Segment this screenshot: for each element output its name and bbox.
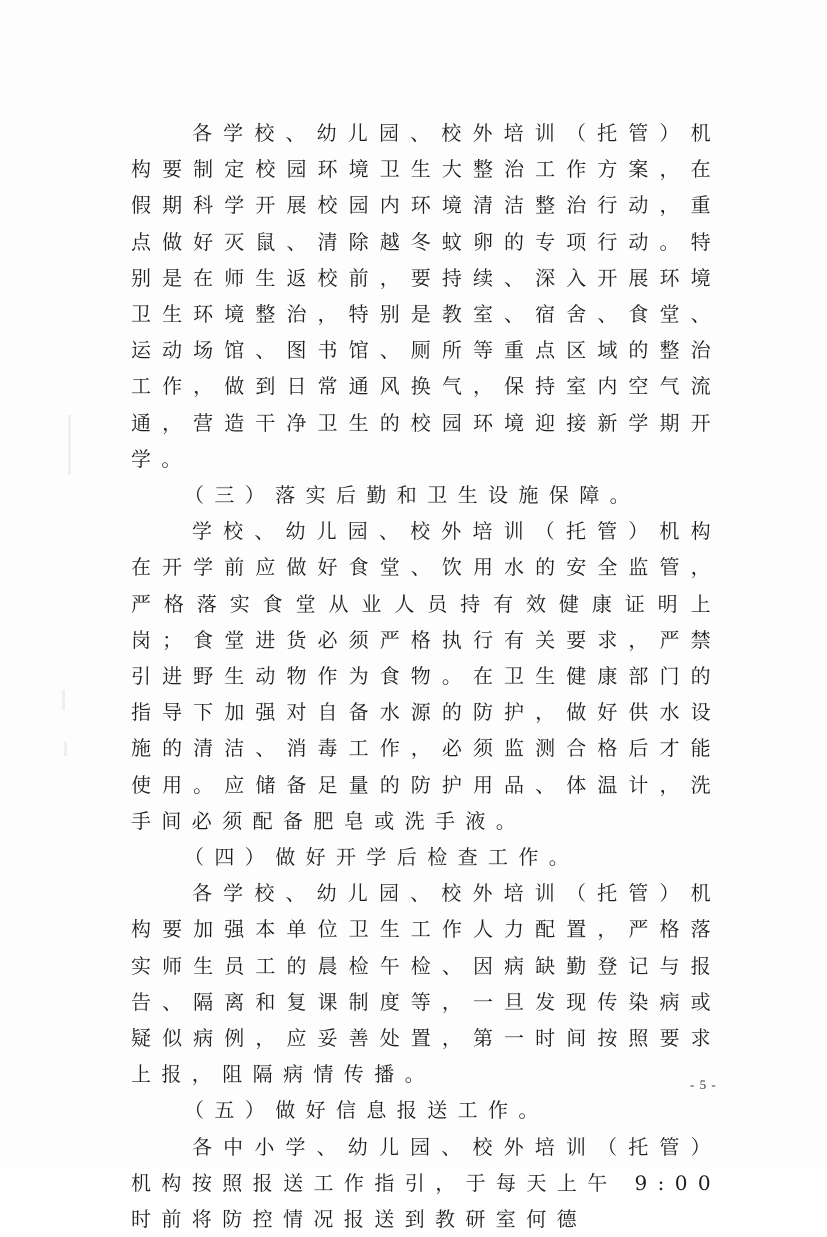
section-heading-4: （四）做好开学后检查工作。 — [184, 845, 580, 870]
section-heading-3: （三）落实后勤和卫生设施保障。 — [184, 483, 640, 508]
paragraph-reporting: 各中小学、幼儿园、校外培训（托管）机构按照报送工作指引，于每天上午 9:00 时前将防控情况报送到教研室何德 — [131, 1134, 721, 1232]
scan-artifact — [62, 690, 65, 710]
scan-artifact — [64, 742, 67, 756]
paragraph-inspection: 各学校、幼儿园、校外培训（托管）机构要加强本单位卫生工作人力配置，严格落实师生员工的晨检午检、因病缺勤登记与报告、隔离和复课制度等，一旦发现传染病或疑似病例，应妥善处置，第一时间按照要求上报，阻隔病情传播。 — [131, 881, 721, 1087]
paragraph-logistics: 学校、幼儿园、校外培训（托管）机构在开学前应做好食堂、饮用水的安全监管，严格落实食堂从业人员持有效健康证明上岗；食堂进货必须严格执行有关要求，严禁引进野生动物作为食物。在卫生健康部门的指导下加强对自备水源的防护，做好供水设施的清洁、消毒工作，必须监测合格后才能使用。应储备足量的防护用品、体温计，洗手间必须配备肥皂或洗手液。 — [131, 519, 721, 833]
page-number: - 5 - — [690, 1077, 717, 1092]
document-body — [131, 115, 721, 1237]
scan-artifact — [68, 415, 71, 475]
section-heading-5: （五）做好信息报送工作。 — [184, 1098, 549, 1123]
paragraph-campus-cleanup: 各学校、幼儿园、校外培训（托管）机构要制定校园环境卫生大整治工作方案，在假期科学开展校园内环境清洁整治行动，重点做好灭鼠、清除越冬蚊卵的专项行动。特别是在师生返校前，要持续、深入开展环境卫生环境整治，特别是教室、宿舍、食堂、运动场馆、图书馆、厕所等重点区域的整治工作，做到日常通风换气，保持室内空气流通，营造干净卫生的校园环境迎接新学期开学。 — [131, 121, 721, 471]
